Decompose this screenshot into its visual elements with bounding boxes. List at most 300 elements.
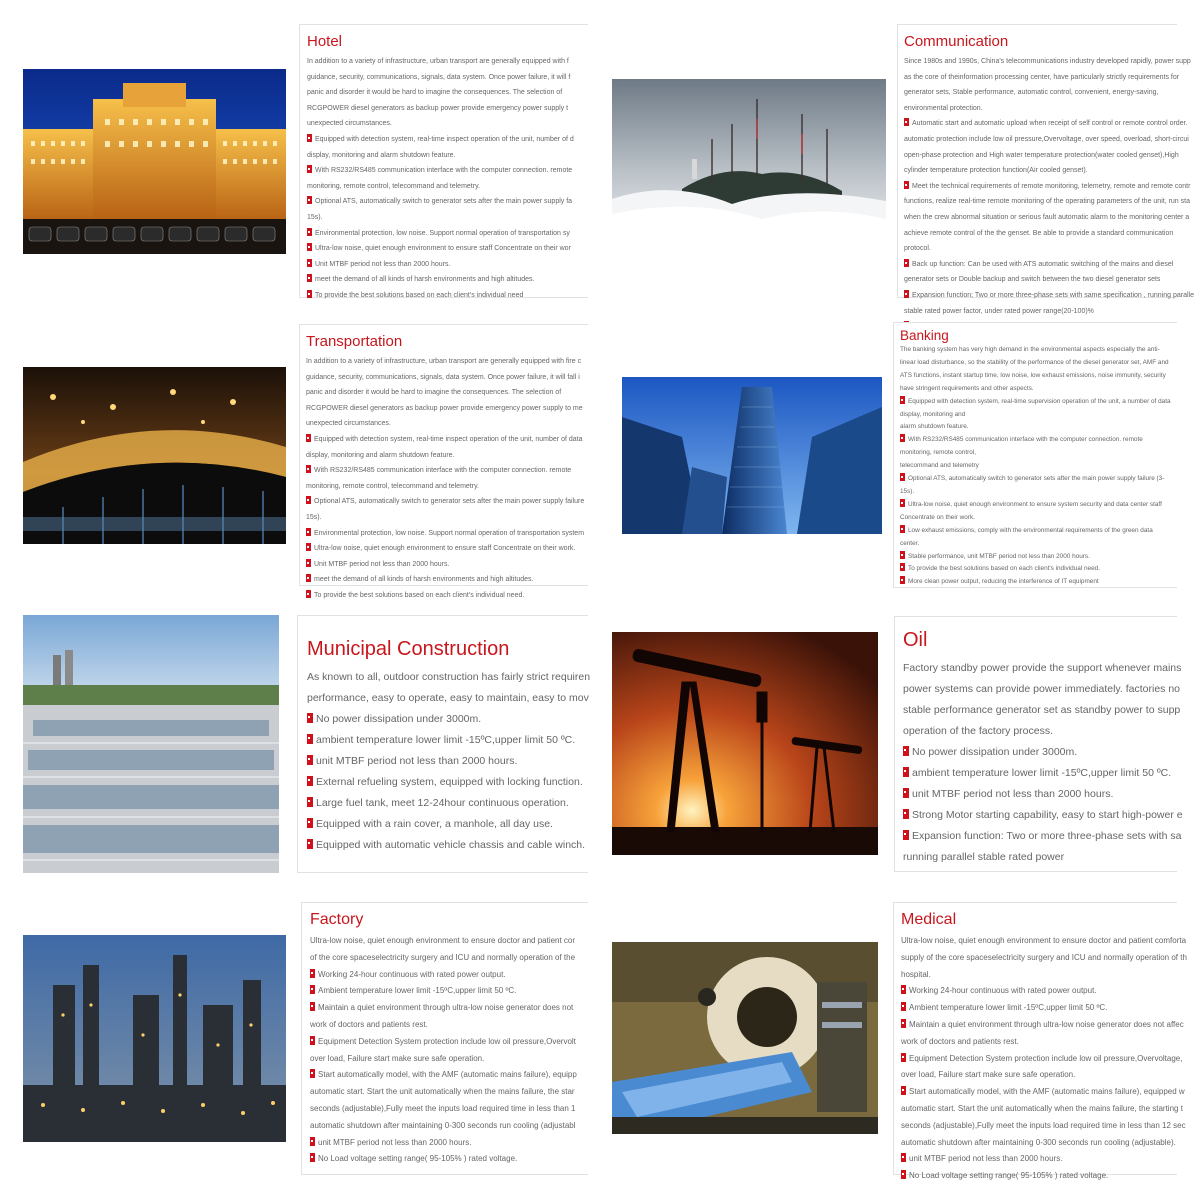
list-item (310, 1101, 588, 1118)
municipal-construction-intro (307, 667, 591, 709)
list-item-text: 15s). (900, 487, 915, 495)
bullet-icon (306, 434, 311, 442)
intro-text: guidance, security, communications, signals, data system. Once power failure, it will fall i (306, 373, 580, 381)
list-item (900, 538, 1177, 551)
intro-line (900, 383, 1177, 396)
list-item-text: Optional ATS, automatically switch to generator sets after the main power supply fa (315, 198, 573, 206)
intro-line (900, 357, 1177, 370)
intro-line (310, 933, 588, 950)
list-item-text: To provide the best solutions based on each client's individual need (315, 291, 524, 299)
list-item (903, 847, 1177, 868)
list-item-text: unit MTBF period not less than 2000 hours. (316, 755, 518, 767)
bullet-icon (904, 259, 909, 267)
bullet-icon (903, 746, 909, 756)
intro-line (306, 354, 588, 370)
list-item (307, 132, 588, 148)
list-item-text: Ultra-low noise, quiet enough environment to ensure staff Concentrate on their wor (315, 245, 571, 253)
bullet-icon (903, 767, 909, 777)
factory-photo (23, 935, 286, 1142)
intro-text: RCGPOWER diesel generators as backup power provide emergency power supply t (307, 104, 569, 112)
list-item (306, 448, 588, 464)
list-item (306, 432, 588, 448)
bullet-icon (307, 243, 312, 251)
oil-card (894, 616, 1183, 872)
transportation-bullets (306, 432, 588, 604)
bullet-icon (306, 465, 311, 473)
bullet-icon (306, 543, 311, 551)
list-item-text: No power dissipation under 3000m. (912, 746, 1078, 758)
intro-line (904, 70, 1180, 86)
intro-text: unexpected circumstances. (306, 420, 391, 428)
list-item (306, 510, 588, 526)
list-item-text: Low exhaust emissions, comply with the environmental requirements of the green data (908, 526, 1153, 534)
list-item (306, 463, 588, 479)
list-item-text: seconds (adjustable),Fully meet the inputs load required time in less than 1 (310, 1103, 576, 1113)
transportation-title: Transportation (306, 333, 403, 350)
intro-text: hospital. (901, 969, 931, 979)
list-item-text: 15s). (307, 213, 323, 221)
bullet-icon (900, 473, 905, 481)
list-item (307, 226, 588, 242)
bullet-icon (900, 576, 905, 584)
factory-card (301, 902, 588, 1175)
intro-line (307, 688, 588, 709)
list-item-text: stable rated power factor, under rated power range(20-100)% (904, 307, 1094, 315)
list-item (307, 814, 588, 835)
list-item-text: Unit MTBF period not less than 2000 hours. (315, 260, 451, 268)
list-item-text: over load, Failure start make sure safe operation. (901, 1070, 1076, 1080)
list-item-text: Unit MTBF period not less than 2000 hours. (314, 560, 450, 568)
list-item (900, 551, 1177, 564)
list-item-text: Ambient temperature lower limit -15ºC,upper limit 50 ºC. (909, 1003, 1108, 1013)
list-item-text: Equipped with a rain cover, a manhole, all day use. (316, 818, 553, 830)
list-item (900, 576, 1177, 589)
bullet-icon (901, 1002, 906, 1011)
list-item (307, 772, 588, 793)
bullet-icon (900, 551, 905, 559)
intro-line (901, 933, 1187, 950)
list-item-text: display, monitoring and alarm shutdown feature. (307, 151, 456, 159)
list-item-text: More clean power output, reducing the interference of IT equipment (908, 578, 1099, 586)
intro-text: linear load disturbance, so the stability of the performance of the diesel generator set, AMF and (900, 358, 1169, 366)
intro-text: Since 1980s and 1990s, China's telecommunications industry developed rapidly, power supp (904, 58, 1191, 65)
intro-line (900, 344, 1177, 357)
intro-line (307, 116, 588, 132)
list-item-text: Equipped with detection system, real-time inspect operation of the unit, number of d (315, 135, 574, 143)
intro-text: supply of the core spaceselectricity surgery and ICU and normally operation of th (901, 952, 1187, 962)
list-item-text: automatic shutdown after maintaining 0-300 seconds run cooling (adjustabl (310, 1120, 576, 1130)
municipal-construction-card (297, 615, 591, 873)
list-item (900, 486, 1177, 499)
list-item (901, 1051, 1183, 1068)
communication-intro (904, 54, 1191, 116)
intro-text: power systems can provide power immediately. factories no (903, 683, 1181, 695)
bullet-icon (307, 713, 313, 723)
banking-bullets (900, 396, 1177, 590)
intro-line (306, 416, 588, 432)
bullet-icon (306, 590, 311, 598)
list-item (901, 1168, 1177, 1185)
list-item-text: open-phase protection and High water temperature protection(water cooled genset),High (904, 151, 1179, 159)
list-item (310, 1000, 588, 1017)
bullet-icon (310, 985, 315, 994)
medical-bullets (901, 983, 1186, 1185)
list-item-text: meet the demand of all kinds of harsh environments and high altitudes. (314, 576, 534, 584)
intro-text: In addition to a variety of infrastructure, urban transport are generally equipped with fire c (306, 358, 582, 365)
list-item-text: telecommand and telemetry (900, 462, 979, 470)
intro-line (307, 85, 588, 101)
list-item (901, 1067, 1177, 1084)
list-item (307, 272, 588, 288)
bullet-icon (900, 563, 905, 571)
bullet-icon (307, 259, 312, 267)
medical-card (893, 902, 1187, 1181)
list-item-text: No power dissipation under 3000m. (316, 713, 482, 725)
list-item-text: monitoring, remote control, telecommand and telemetry. (306, 482, 480, 490)
list-item-text: Equipment Detection System protection include low oil pressure,Overvoltage, (909, 1053, 1183, 1063)
list-item (904, 304, 1177, 320)
bullet-icon (307, 818, 313, 828)
bullet-icon (306, 559, 311, 567)
list-item (306, 541, 588, 557)
list-item (900, 421, 1177, 434)
list-item (900, 473, 1177, 486)
hotel-intro (307, 54, 588, 132)
bullet-icon (306, 528, 311, 536)
medical-title: Medical (901, 911, 957, 928)
list-item (904, 257, 1177, 273)
list-item (900, 499, 1177, 512)
list-item-text: No Load voltage setting range( 95-105% ) rated voltage. (909, 1171, 1109, 1181)
list-item-text: Working 24-hour continuous with rated power output. (909, 986, 1097, 996)
list-item (901, 1017, 1184, 1034)
bullet-icon (903, 809, 909, 819)
bullet-icon (901, 1153, 906, 1162)
bullet-icon (904, 290, 909, 298)
list-item-text: functions, realize real-time remote monitoring of the operating parameters of the unit, run sta (904, 198, 1190, 206)
list-item-text: over load, Failure start make sure safe operation. (310, 1053, 485, 1063)
list-item-text: To provide the best solutions based on each client's individual need. (908, 565, 1100, 573)
list-item-text: Equipment Detection System protection include low oil pressure,Overvolt (318, 1036, 576, 1046)
list-item (901, 983, 1177, 1000)
bullet-icon (307, 134, 312, 142)
bullet-icon (901, 1086, 906, 1095)
municipal-construction-bullets (307, 709, 588, 856)
medical-intro (901, 933, 1187, 983)
intro-text: Ultra-low noise, quiet enough environment to ensure doctor and patient cor (310, 936, 576, 945)
list-item (904, 272, 1177, 288)
list-item (307, 241, 588, 257)
intro-text: panic and disorder it would be hard to imagine the consequences. The selection of (306, 389, 562, 397)
intro-text: guidance, security, communications, signals, data system. Once power failure, it will f (307, 73, 571, 81)
list-item-text: With RS232/RS485 communication interface with the computer connection. remote (314, 467, 572, 475)
list-item-text: Environmental protection, low noise. Support normal operation of transportation system (314, 529, 585, 537)
intro-line (901, 950, 1187, 967)
list-item-text: display, monitoring and alarm shutdown feature. (306, 451, 455, 459)
list-item-text: monitoring, remote control, (900, 449, 977, 457)
list-item-text: protocol. (904, 245, 931, 253)
list-item (903, 826, 1182, 847)
intro-text: Factory standby power provide the support whenever mains (903, 662, 1182, 674)
list-item-text: Large fuel tank, meet 12-24hour continuous operation. (316, 797, 569, 809)
bullet-icon (310, 1153, 315, 1162)
hotel-card (299, 24, 588, 298)
oil-bullets (903, 742, 1183, 868)
intro-text: operation of the factory process. (903, 725, 1053, 737)
list-item (900, 409, 1177, 422)
list-item (904, 241, 1177, 257)
list-item-text: unit MTBF period not less than 2000 hours. (909, 1154, 1063, 1164)
list-item (900, 460, 1177, 473)
bullet-icon (307, 776, 313, 786)
list-item-text: Optional ATS, automatically switch to generator sets after the main power supply failure (314, 498, 585, 506)
list-item-text: automatic start. Start the unit automatically when the mains failure, the starting t (901, 1103, 1183, 1113)
factory-intro (310, 933, 588, 967)
list-item-text: meet the demand of all kinds of harsh environments and high altitudes. (315, 276, 535, 284)
list-item-text: display, monitoring and (900, 410, 966, 418)
list-item (307, 257, 588, 273)
oil-title: Oil (903, 629, 928, 651)
communication-photo (612, 79, 886, 244)
intro-text: unexpected circumstances. (307, 120, 392, 128)
list-item (900, 563, 1177, 576)
intro-line (904, 101, 1177, 117)
bullet-icon (900, 434, 905, 442)
bullet-icon (900, 525, 905, 533)
bullet-icon (307, 839, 313, 849)
list-item (310, 983, 588, 1000)
bullet-icon (307, 734, 313, 744)
list-item (310, 1051, 588, 1068)
list-item (310, 1084, 588, 1101)
intro-text: As known to all, outdoor construction has fairly strict requiren (307, 671, 591, 683)
communication-card (897, 24, 1194, 315)
list-item-text: Automatic start and automatic upload when receipt of self control or remote control order. (912, 120, 1188, 128)
bullet-icon (307, 228, 312, 236)
bullet-icon (901, 1170, 906, 1179)
intro-line (307, 667, 591, 688)
list-item (307, 288, 588, 304)
intro-text: performance, easy to operate, easy to maintain, easy to mov (307, 692, 589, 704)
oil-photo (612, 632, 878, 855)
banking-title: Banking (900, 328, 949, 343)
bullet-icon (307, 755, 313, 765)
intro-line (307, 70, 588, 86)
list-item-text: Start automatically model, with the AMF (automatic mains failure), equipped w (909, 1087, 1185, 1097)
list-item (307, 709, 588, 730)
list-item-text: Maintain a quiet environment through ultra-low noise generator does not (318, 1003, 574, 1013)
list-item-text: automatic protection include low oil pressure,Overvoltage, over speed, overload, short-circui (904, 135, 1189, 143)
list-item (901, 1101, 1183, 1118)
list-item-text: Ultra-low noise, quiet enough environment to ensure staff Concentrate on their work. (314, 545, 576, 553)
intro-text: Ultra-low noise, quiet enough environment to ensure doctor and patient comforta (901, 936, 1187, 945)
list-item (903, 784, 1177, 805)
list-item (310, 1034, 588, 1051)
bullet-icon (310, 1069, 315, 1078)
list-item (307, 835, 588, 856)
hotel-bullets (307, 132, 588, 304)
intro-line (903, 700, 1181, 721)
banking-intro (900, 344, 1177, 396)
transportation-card (299, 324, 588, 599)
bullet-icon (900, 396, 905, 404)
bullet-icon (903, 788, 909, 798)
list-item (904, 179, 1191, 195)
list-item (901, 1000, 1177, 1017)
intro-text: have stringent requirements and other aspects. (900, 384, 1034, 392)
bullet-icon (307, 290, 312, 298)
list-item (310, 967, 588, 984)
list-item (904, 132, 1189, 148)
bullet-icon (307, 797, 313, 807)
list-item-text: Expansion function; Two or more three-phase sets with same specification , running paralle (912, 291, 1194, 299)
intro-line (904, 85, 1177, 101)
medical-photo (612, 942, 878, 1134)
list-item (904, 194, 1190, 210)
municipal-construction-photo (23, 615, 279, 873)
intro-line (306, 385, 588, 401)
list-item (904, 148, 1177, 164)
list-item (900, 447, 1177, 460)
banking-card (893, 322, 1177, 588)
intro-text: RCGPOWER diesel generators as backup power provide emergency power supply to me (306, 404, 583, 412)
intro-text: ATS functions, instant startup time, low noise, low exhaust emissions, noise immunity, security (900, 371, 1166, 379)
intro-text: generator sets, Stable performance, automatic control, convenient, energy-saving, (904, 89, 1159, 97)
banking-photo (622, 377, 882, 534)
intro-line (903, 679, 1181, 700)
list-item (903, 742, 1177, 763)
list-item-text: With RS232/RS485 communication interface with the computer connection. remote (908, 436, 1143, 444)
hotel-title: Hotel (307, 33, 343, 50)
list-item (900, 512, 1177, 525)
bullet-icon (310, 1002, 315, 1011)
list-item-text: generator sets or Double backup and switch between the two diesel generator sets (904, 276, 1161, 284)
bullet-icon (904, 118, 909, 126)
list-item-text: ambient temperature lower limit -15ºC,upper limit 50 ºC. (912, 767, 1172, 779)
list-item (310, 1135, 588, 1152)
intro-line (900, 370, 1177, 383)
list-item (307, 793, 588, 814)
list-item-text: Stable performance, unit MTBF period not less than 2000 hours. (908, 552, 1090, 560)
list-item (901, 1034, 1177, 1051)
list-item (306, 494, 588, 510)
intro-text: environmental protection. (904, 104, 983, 112)
list-item-text: Equipped with automatic vehicle chassis and cable winch. (316, 839, 586, 851)
list-item (900, 396, 1177, 409)
bullet-icon (310, 969, 315, 978)
intro-line (903, 658, 1182, 679)
list-item (901, 1151, 1177, 1168)
transportation-intro (306, 354, 588, 432)
bullet-icon (901, 1019, 906, 1028)
intro-line (904, 54, 1191, 70)
list-item-text: when the crew abnormal situation or serious fault automatic alarm to the monitoring center a (904, 213, 1190, 221)
list-item-text: monitoring, remote control, telecommand and telemetry. (307, 182, 481, 190)
list-item-text: work of doctors and patients rest. (310, 1019, 428, 1029)
list-item (310, 1017, 588, 1034)
intro-text: In addition to a variety of infrastructure, urban transport are generally equipped with f (307, 58, 569, 65)
bullet-icon (310, 1036, 315, 1045)
list-item (901, 1084, 1185, 1101)
list-item-text: 15s). (306, 513, 322, 521)
list-item-text: Maintain a quiet environment through ultra-low noise generator does not affec (909, 1019, 1184, 1029)
list-item (900, 525, 1177, 538)
list-item (903, 763, 1177, 784)
intro-line (307, 54, 588, 70)
intro-line (307, 101, 588, 117)
oil-intro (903, 658, 1182, 742)
bullet-icon (310, 1137, 315, 1146)
list-item-text: Concentrate on their work. (900, 513, 975, 521)
list-item (904, 163, 1177, 179)
list-item (307, 148, 588, 164)
list-item (306, 479, 588, 495)
bullet-icon (901, 985, 906, 994)
list-item (306, 557, 588, 573)
intro-text: The banking system has very high demand in the environmental aspects especially the anti- (900, 346, 1160, 353)
intro-text: panic and disorder it would be hard to imagine the consequences. The selection of (307, 89, 563, 97)
list-item (904, 288, 1194, 304)
list-item-text: Meet the technical requirements of remote monitoring, telemetry, remote and remote contr (912, 182, 1191, 190)
list-item-text: Ultra-low noise, quiet enough environment to ensure system security and data center staff (908, 500, 1162, 508)
list-item (307, 179, 588, 195)
list-item-text: Ambient temperature lower limit -15ºC,upper limit 50 ºC. (318, 986, 517, 996)
bullet-icon (901, 1053, 906, 1062)
intro-line (901, 967, 1177, 984)
list-item-text: achieve remote control of the the genset. Be able to provide a standard communication (904, 229, 1174, 237)
list-item (903, 805, 1183, 826)
intro-text: stable performance generator set as standby power to supp (903, 704, 1181, 716)
bullet-icon (904, 181, 909, 189)
hotel-photo (23, 69, 286, 254)
list-item (310, 1067, 588, 1084)
list-item-text: automatic shutdown after maintaining 0-300 seconds run cooling (adjustable). (901, 1137, 1176, 1147)
list-item-text: Equipped with detection system, real-time inspect operation of the unit, number of data (314, 435, 583, 443)
list-item-text: To provide the best solutions based on each client's individual need. (314, 591, 525, 599)
bullet-icon (307, 165, 312, 173)
communication-title: Communication (904, 33, 1009, 50)
intro-line (306, 370, 588, 386)
list-item (307, 730, 588, 751)
list-item-text: seconds (adjustable),Fully meet the inputs load required time in less than 12 sec (901, 1120, 1186, 1130)
bullet-icon (900, 499, 905, 507)
list-item (904, 116, 1188, 132)
bullet-icon (307, 196, 312, 204)
intro-line (310, 950, 588, 967)
list-item (901, 1135, 1177, 1152)
list-item-text: Start automatically model, with the AMF (automatic mains failure), equipp (318, 1070, 577, 1080)
list-item (306, 526, 588, 542)
intro-text: of the core spaceselectricity surgery and ICU and normally operation of the (310, 952, 576, 962)
list-item-text: Working 24-hour continuous with rated power output. (318, 969, 506, 979)
list-item-text: Optional ATS, automatically switch to generator sets after the main power supply failure (3- (908, 475, 1165, 483)
list-item-text: cylinder temperature protection function(Air cooled genset). (904, 167, 1088, 175)
list-item (901, 1118, 1186, 1135)
bullet-icon (306, 496, 311, 504)
factory-title: Factory (310, 911, 364, 928)
bullet-icon (307, 274, 312, 282)
bullet-icon (306, 574, 311, 582)
list-item-text: With RS232/RS485 communication interface with the computer connection. remote (315, 167, 573, 175)
list-item (307, 751, 588, 772)
list-item-text: ambient temperature lower limit -15ºC,upper limit 50 ºC. (316, 734, 576, 746)
list-item-text: No Load voltage setting range( 95-105% ) rated voltage. (318, 1154, 518, 1164)
list-item-text: Back up function: Can be used with ATS automatic switching of the mains and diesel (912, 260, 1174, 268)
list-item-text: External refueling system, equipped with locking function. (316, 776, 583, 788)
list-item (900, 434, 1177, 447)
list-item-text: Equipped with detection system, real-time supervision operation of the unit, a number of data (908, 397, 1171, 405)
list-item (904, 226, 1177, 242)
